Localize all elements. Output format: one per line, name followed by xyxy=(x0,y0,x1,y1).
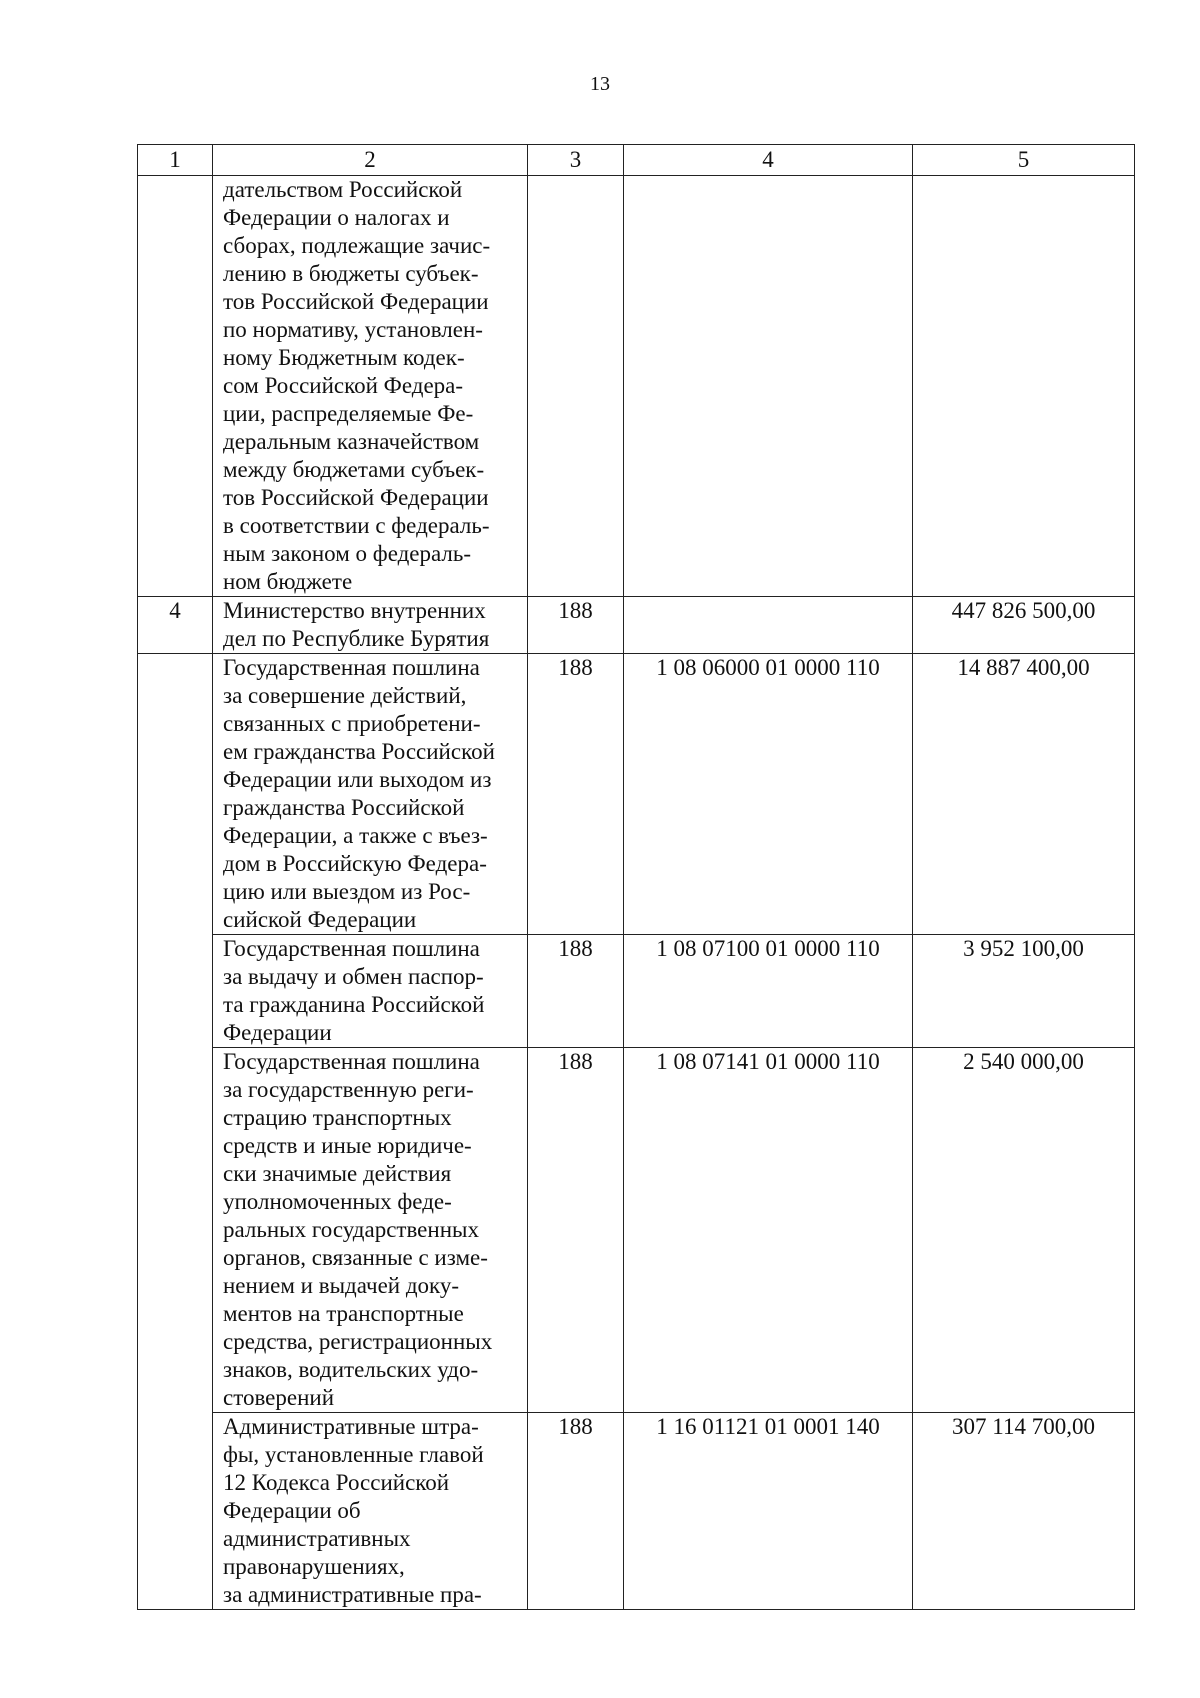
description-line: в соответствии с федераль- xyxy=(223,513,490,538)
budget-revenue-table xyxy=(137,144,1135,1610)
row-number-cell xyxy=(138,176,213,597)
description-line: Федерации xyxy=(223,1020,332,1045)
description-line: сборах, подлежащие зачис- xyxy=(223,233,491,258)
description-line: нением и выдачей доку- xyxy=(223,1273,460,1298)
budget-classification-code-cell xyxy=(624,176,913,597)
description-line: ски значимые действия xyxy=(223,1161,452,1186)
amount-cell xyxy=(913,176,1135,597)
description-line: сийской Федерации xyxy=(223,907,417,932)
table-row xyxy=(138,654,1135,935)
description-line: деральным казначейством xyxy=(223,429,480,454)
admin-code-cell: 188 xyxy=(528,1048,624,1413)
table-row xyxy=(138,935,1135,1048)
description-line: за выдачу и обмен паспор- xyxy=(223,964,484,989)
description-cell xyxy=(213,1413,528,1610)
table-row xyxy=(138,1413,1135,1610)
header-cell-5: 5 xyxy=(913,145,1135,176)
header-cell-2: 2 xyxy=(213,145,528,176)
page-number: 13 xyxy=(590,73,610,95)
amount-cell: 2 540 000,00 xyxy=(913,1048,1135,1413)
description-line: средства, регистрационных xyxy=(223,1329,493,1354)
description-line: Министерство внутренних xyxy=(223,598,486,623)
description-line: Государственная пошлина xyxy=(223,655,480,680)
description-line: фы, установленные главой xyxy=(223,1442,484,1467)
description-line: сом Российской Федера- xyxy=(223,373,464,398)
header-cell-1: 1 xyxy=(138,145,213,176)
description-line: средств и иные юридиче- xyxy=(223,1133,472,1158)
table-row xyxy=(138,176,1135,597)
description-line: по нормативу, установлен- xyxy=(223,317,483,342)
budget-classification-code-cell: 1 08 07100 01 0000 110 xyxy=(624,935,913,1048)
description-line: ции, распределяемые Фе- xyxy=(223,401,474,426)
description-line: ем гражданства Российской xyxy=(223,739,495,764)
description-line: связанных с приобретени- xyxy=(223,711,481,736)
budget-classification-code-cell: 1 08 07141 01 0000 110 xyxy=(624,1048,913,1413)
description-line: органов, связанные с изме- xyxy=(223,1245,488,1270)
description-line: ному Бюджетным кодек- xyxy=(223,345,465,370)
table-row xyxy=(138,597,1135,654)
header-cell-4: 4 xyxy=(624,145,913,176)
amount-cell: 14 887 400,00 xyxy=(913,654,1135,935)
admin-code-cell: 188 xyxy=(528,1413,624,1610)
description-line: Государственная пошлина xyxy=(223,936,480,961)
description-line: Федерации или выходом из xyxy=(223,767,492,792)
row-number-cell xyxy=(138,1413,213,1610)
description-line: тов Российской Федерации xyxy=(223,485,489,510)
header-cell-3: 3 xyxy=(528,145,624,176)
description-line: за совершение действий, xyxy=(223,683,467,708)
description-line: Федерации об административных правонарушениях, xyxy=(223,1498,411,1579)
admin-code-cell: 188 xyxy=(528,654,624,935)
amount-cell: 307 114 700,00 xyxy=(913,1413,1135,1610)
admin-code-cell: 188 xyxy=(528,597,624,654)
description-line: ральных государственных xyxy=(223,1217,479,1242)
description-line: за государственную реги- xyxy=(223,1077,474,1102)
description-line: за административные пра- xyxy=(223,1582,482,1607)
description-line: та гражданина Российской xyxy=(223,992,485,1017)
admin-code-cell xyxy=(528,176,624,597)
description-line: лению в бюджеты субъек- xyxy=(223,261,479,286)
description-cell xyxy=(213,1048,528,1413)
description-line: гражданства Российской xyxy=(223,795,465,820)
description-line: уполномоченных феде- xyxy=(223,1189,452,1214)
description-line: знаков, водительских удо- xyxy=(223,1357,479,1382)
description-cell xyxy=(213,176,528,597)
description-line: дом в Российскую Федера- xyxy=(223,851,487,876)
description-line: ным законом о федераль- xyxy=(223,541,472,566)
description-line: ментов на транспортные xyxy=(223,1301,464,1326)
description-line: Федерации, а также с въез- xyxy=(223,823,488,848)
description-line: Государственная пошлина xyxy=(223,1049,480,1074)
description-line: стоверений xyxy=(223,1385,335,1410)
row-number-cell xyxy=(138,654,213,935)
description-line: страцию транспортных xyxy=(223,1105,452,1130)
description-cell xyxy=(213,935,528,1048)
budget-classification-code-cell: 1 08 06000 01 0000 110 xyxy=(624,654,913,935)
description-line: ном бюджете xyxy=(223,569,353,594)
budget-classification-code-cell xyxy=(624,597,913,654)
description-line: цию или выездом из Рос- xyxy=(223,879,471,904)
description-line: Административные штра- xyxy=(223,1414,479,1439)
admin-code-cell: 188 xyxy=(528,935,624,1048)
amount-cell: 447 826 500,00 xyxy=(913,597,1135,654)
description-line: 12 Кодекса Российской xyxy=(223,1470,450,1495)
description-line: дательством Российской xyxy=(223,177,463,202)
table-header-row xyxy=(138,145,1135,176)
row-number-cell xyxy=(138,1048,213,1413)
description-line: дел по Республике Бурятия xyxy=(223,626,490,651)
row-number-cell xyxy=(138,935,213,1048)
description-line: тов Российской Федерации xyxy=(223,289,489,314)
description-cell xyxy=(213,654,528,935)
description-cell xyxy=(213,597,528,654)
description-line: Федерации о налогах и xyxy=(223,205,450,230)
description-line: между бюджетами субъек- xyxy=(223,457,485,482)
amount-cell: 3 952 100,00 xyxy=(913,935,1135,1048)
table-row xyxy=(138,1048,1135,1413)
row-number-cell: 4 xyxy=(138,597,213,654)
budget-classification-code-cell: 1 16 01121 01 0001 140 xyxy=(624,1413,913,1610)
